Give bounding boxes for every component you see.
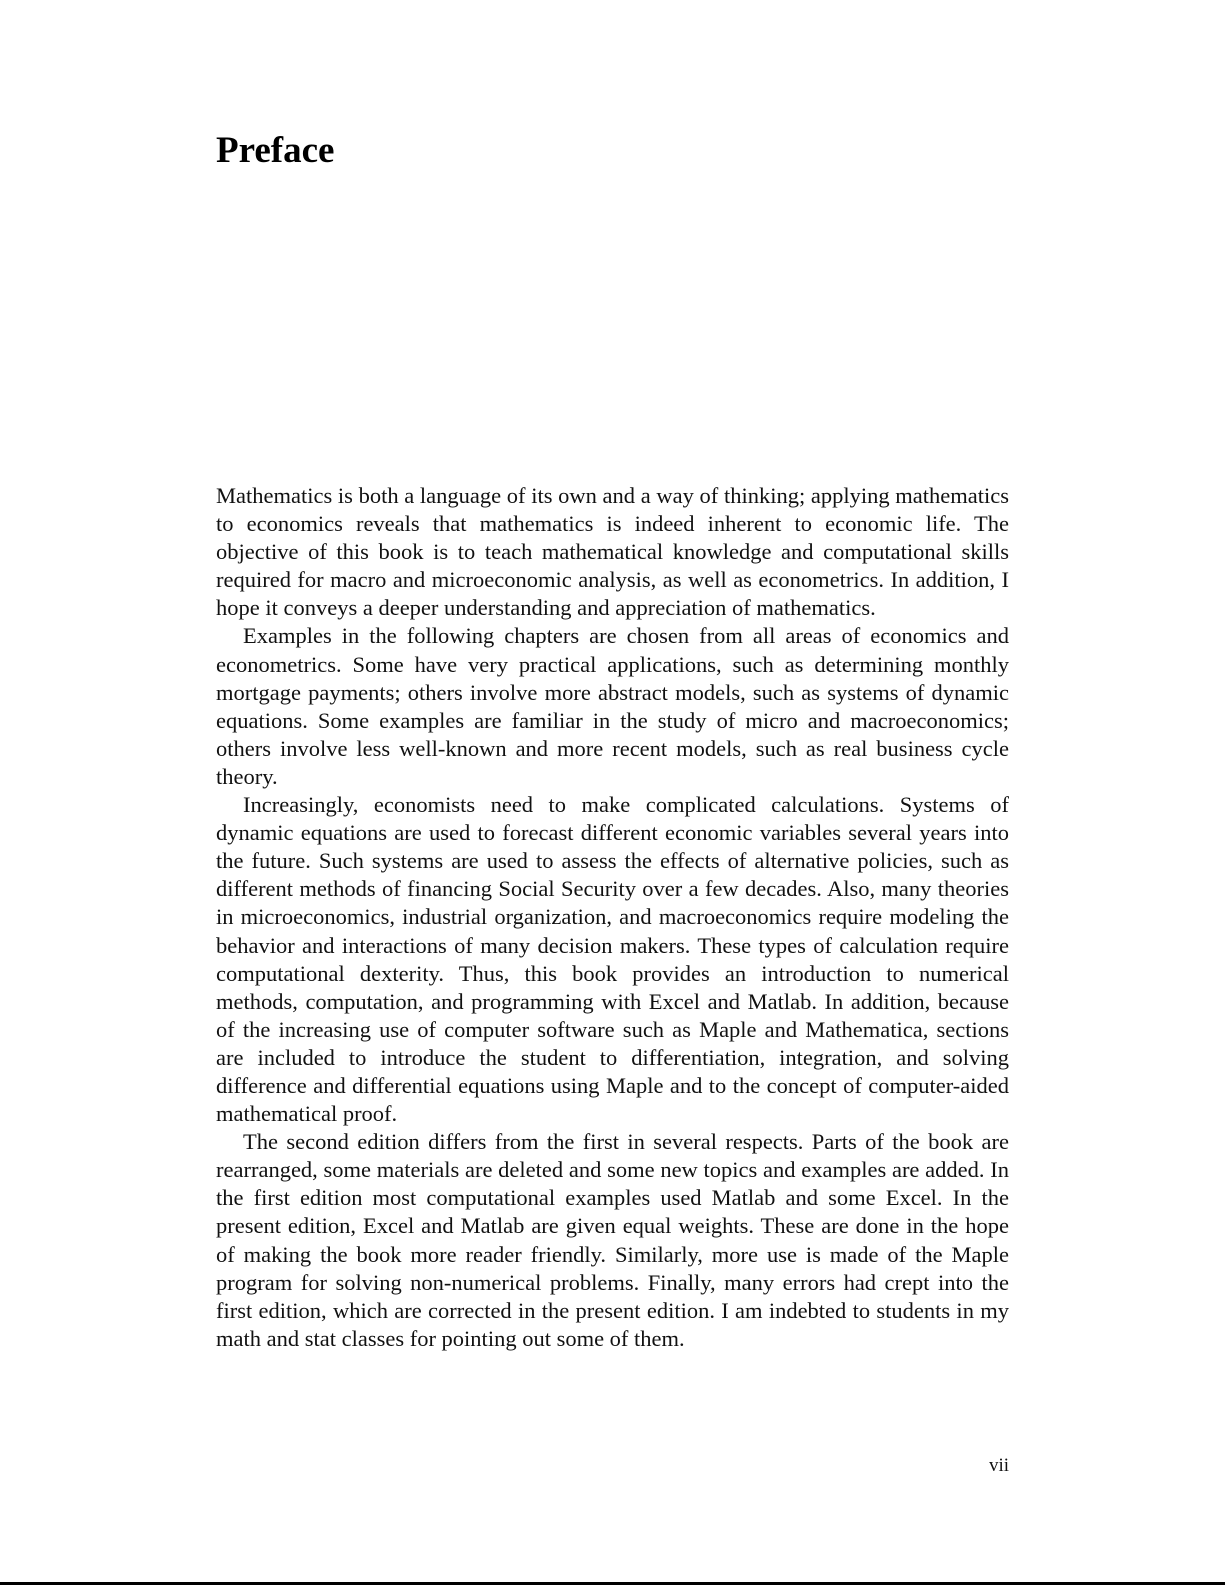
paragraph-1: Mathematics is both a language of its own and a way of thinking; applying mathematics to economics reveals that mathematics is indeed inherent to economic life. The objective of this book is to teach mathematical knowledge and computational skills required for macro and microeconomic analysis, as well as econometrics. In addition, I hope it conveys a deeper understanding and appreciation of mathematics.: [216, 483, 1009, 621]
page-title: Preface: [216, 130, 335, 171]
preface-body: [216, 482, 1009, 1353]
paragraph-3: Increasingly, economists need to make complicated calculations. Systems of dynamic equations are used to forecast different economic variables several years into the future. Such systems are used to assess the effects of alternative policies, such as different methods of financing Social Security over a few decades. Also, many theories in microeconomics, industrial organization, and macroeconomics require modeling the behavior and interactions of many decision makers. These types of calculation require computational dexterity. Thus, this book provides an introduction to numerical methods, computation, and programming with Excel and Matlab. In addition, because of the increasing use of computer software such as Maple and Mathematica, sections are included to introduce the student to differentiation, integration, and solving difference and differential equations using Maple and to the concept of computer-aided mathematical proof.: [216, 792, 1009, 1127]
page-number: vii: [988, 1455, 1009, 1476]
paragraph-4: The second edition differs from the first in several respects. Parts of the book are rearranged, some materials are deleted and some new topics and examples are added. In the first edition most computational examples used Matlab and some Excel. In the present edition, Excel and Matlab are given equal weights. These are done in the hope of making the book more reader friendly. Similarly, more use is made of the Maple program for solving non-numerical problems. Finally, many errors had crept into the first edition, which are corrected in the present edition. I am indebted to students in my math and stat classes for pointing out some of them.: [216, 1129, 1009, 1351]
paragraph-2: Examples in the following chapters are chosen from all areas of economics and econometrics. Some have very practical applications, such as determining monthly mortgage payments; others involve more abstract models, such as systems of dynamic equations. Some examples are familiar in the study of micro and macroeconomics; others involve less well-known and more recent models, such as real business cycle theory.: [216, 623, 1009, 789]
